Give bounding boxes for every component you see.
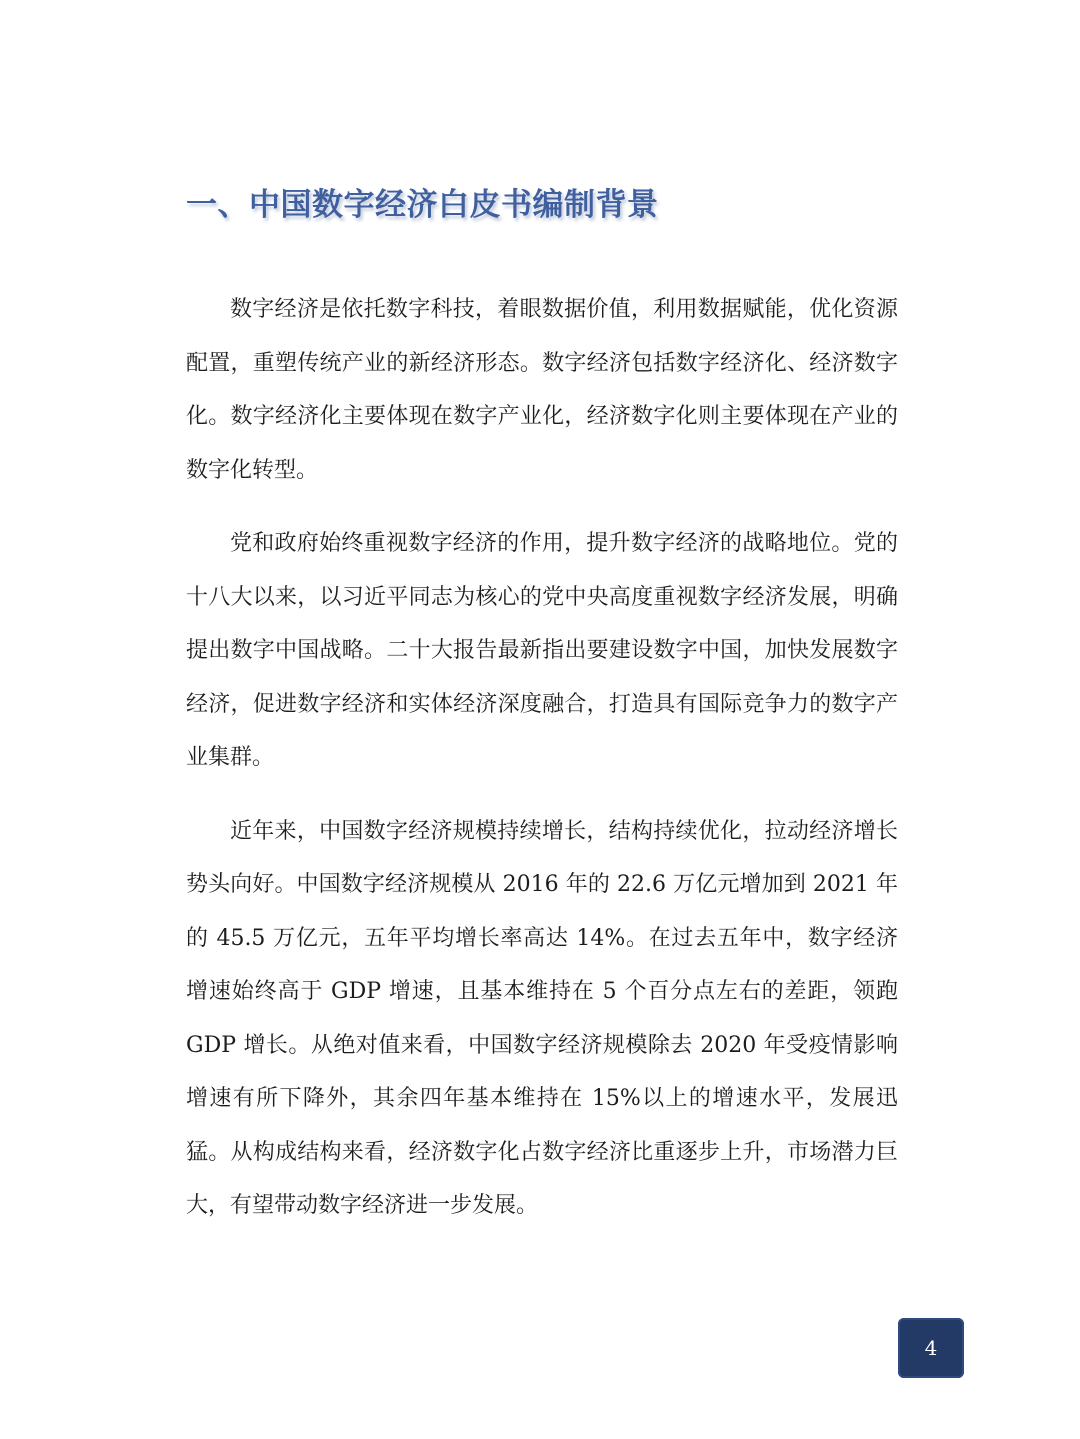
section-heading: 一、中国数字经济白皮书编制背景 <box>186 187 659 223</box>
paragraph-definition: 数字经济是依托数字科技，着眼数据价值，利用数据赋能，优化资源配置，重塑传统产业的新经济形态。数字经济包括数字经济化、经济数字化。数字经济化主要体现在数字产业化，经济数字化则主要体现在产业的数字化转型。 <box>186 297 898 483</box>
page-number: 4 <box>924 1336 938 1360</box>
paragraph-policy: 党和政府始终重视数字经济的作用，提升数字经济的战略地位。党的十八大以来，以习近平同志为核心的党中央高度重视数字经济发展，明确提出数字中国战略。二十大报告最新指出要建设数字中国，加快发展数字经济，促进数字经济和实体经济深度融合，打造具有国际竞争力的数字产业集群。 <box>186 531 898 770</box>
paragraph-growth: 近年来，中国数字经济规模持续增长，结构持续优化，拉动经济增长势头向好。中国数字经济规模从 2016 年的 22.6 万亿元增加到 2021 年的 45.5 万亿元，五年平均增长率高达 14%。在过去五年中，数字经济增速始终高于 GDP 增速，且基本维持在 5 个百分点左右的差距，领跑 GDP 增长。从绝对值来看，中国数字经济规模除去 2020 年受疫情影响增速有所下降外，其余四年基本维持在 15%以上的增速水平，发展迅猛。从构成结构来看，经济数字化占数字经济比重逐步上升，市场潜力巨大，有望带动数字经济进一步发展。 <box>186 818 898 1218</box>
body-text <box>186 283 898 1253</box>
page-number-badge <box>898 1318 964 1378</box>
